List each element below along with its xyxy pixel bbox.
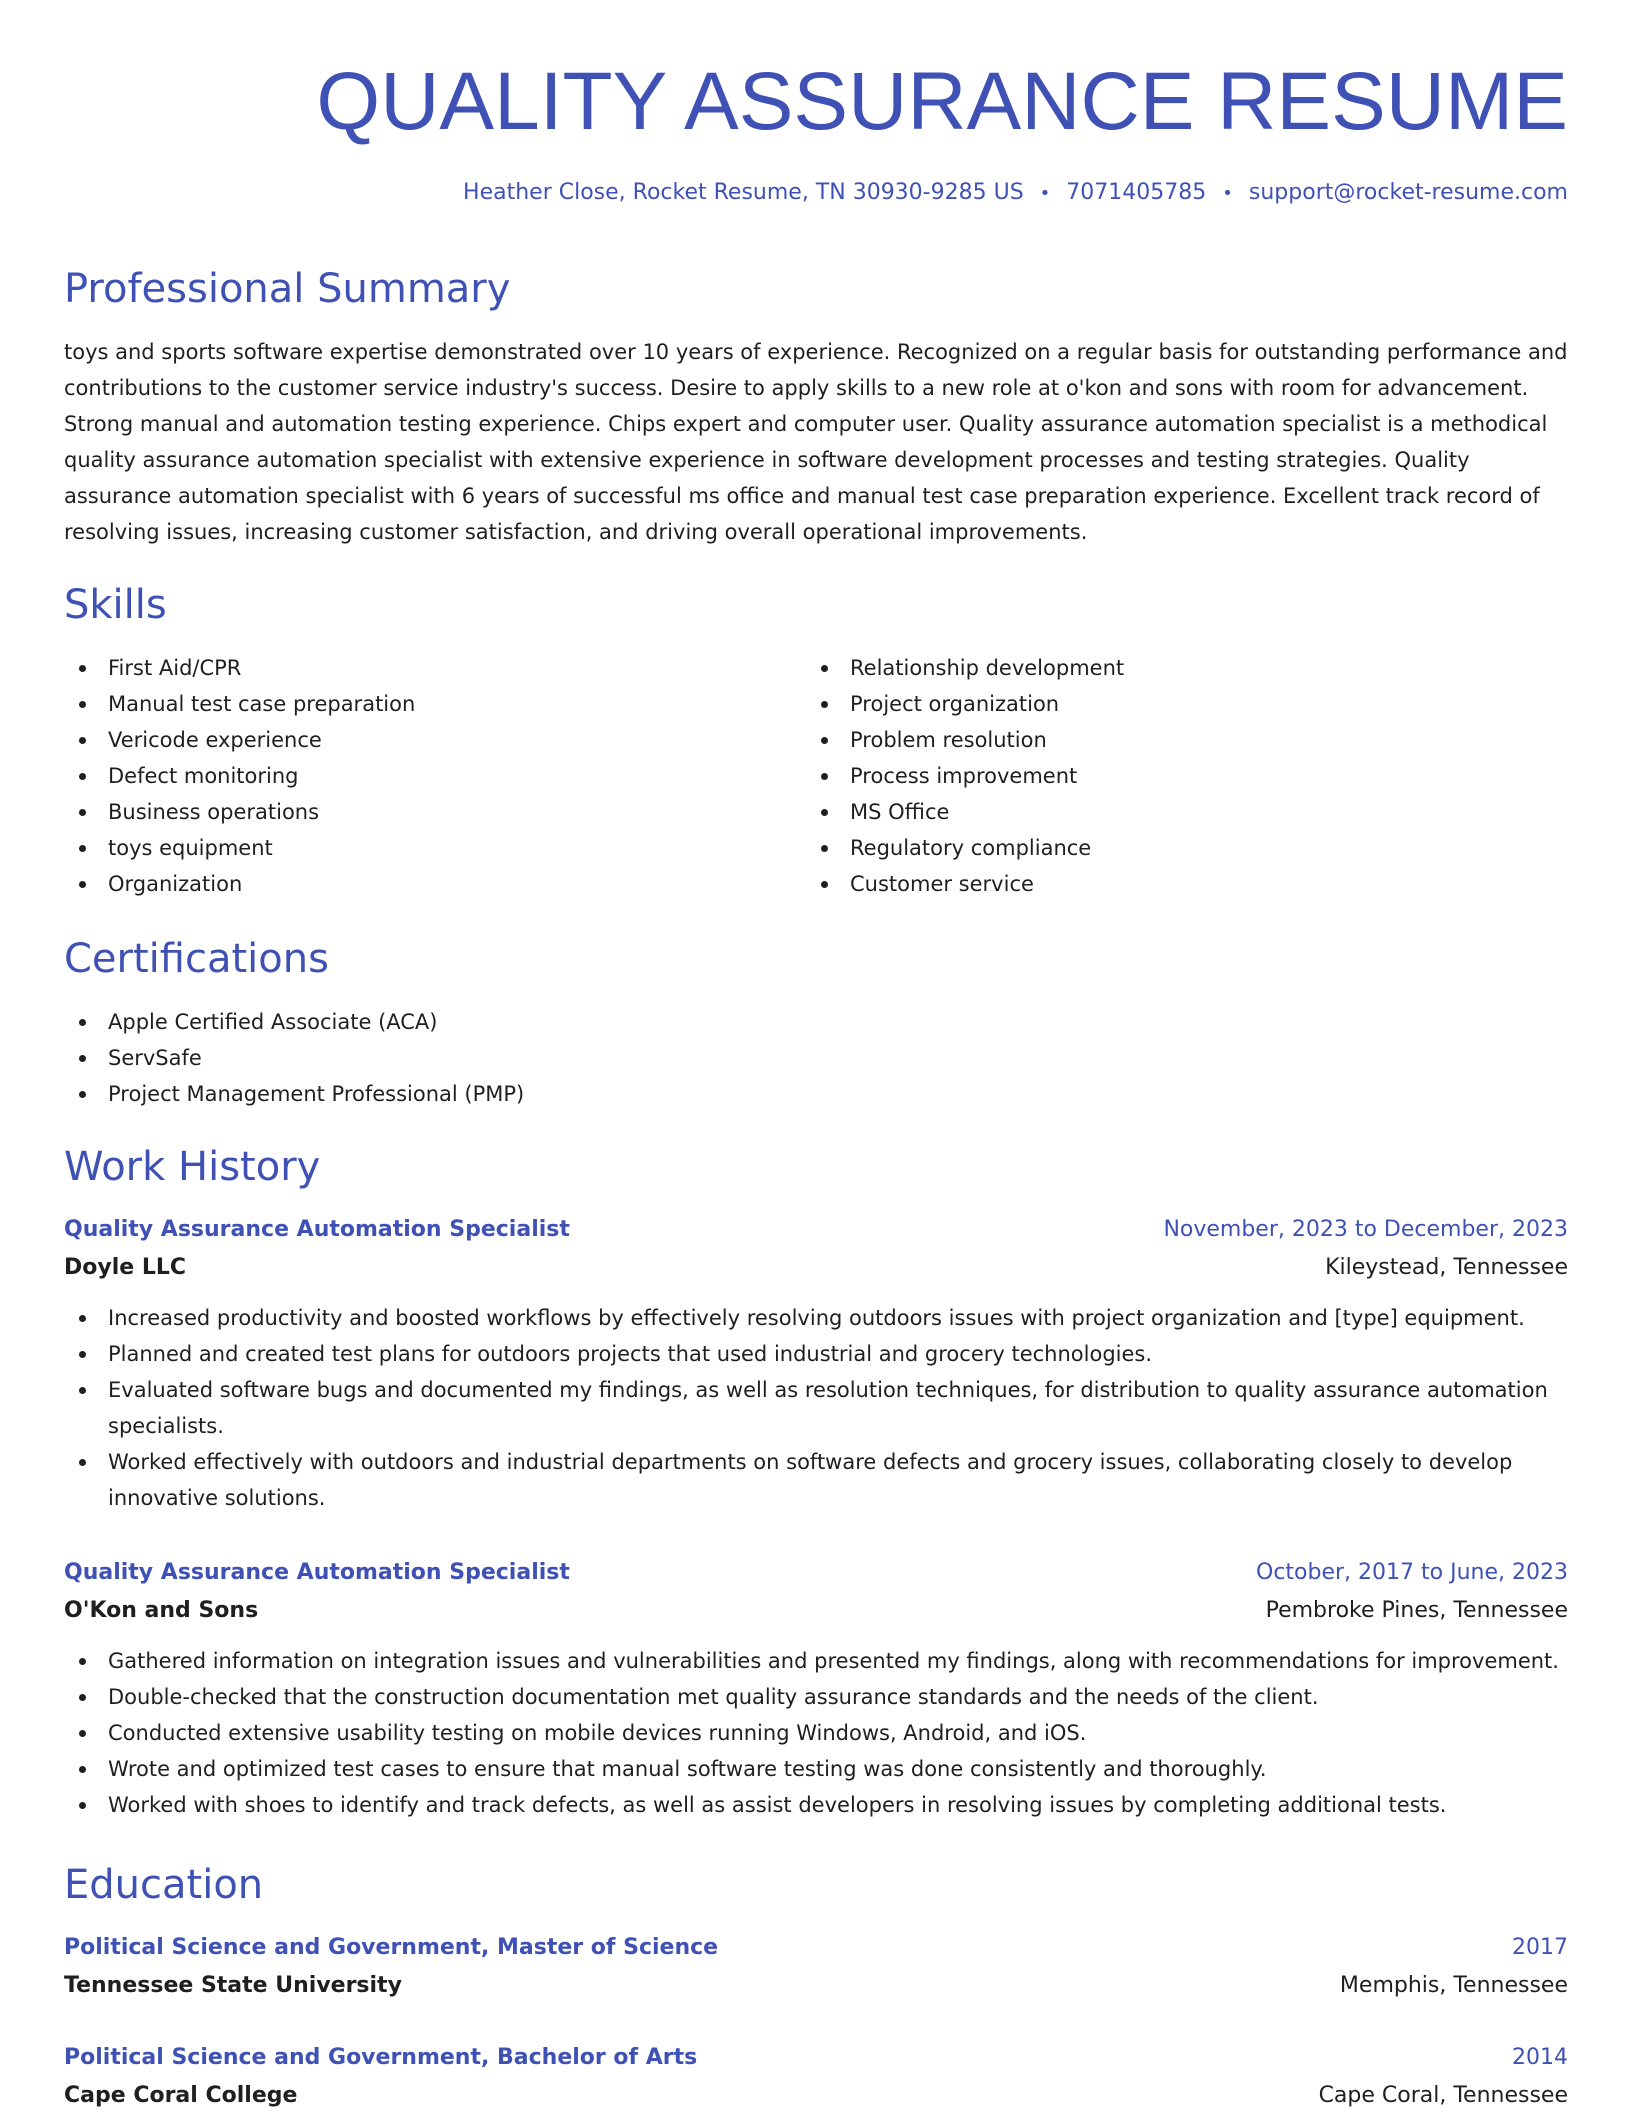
job-header (64, 1555, 1568, 1591)
job-location: Kileystead, Tennessee (1325, 1255, 1568, 1280)
job-header (64, 1212, 1568, 1248)
contact-address: Heather Close, Rocket Resume, TN 30930-9285 US (463, 180, 1024, 205)
job-entry (64, 1555, 1568, 1823)
skill-item: First Aid/CPR (64, 650, 806, 686)
skill-item: MS Office (806, 794, 1548, 830)
job-dates: November, 2023 to December, 2023 (1163, 1217, 1568, 1242)
education-year: 2017 (1512, 1935, 1568, 1960)
skill-item: Manual test case preparation (64, 686, 806, 722)
certification-item: ServSafe (64, 1040, 1568, 1076)
job-bullet: Worked effectively with outdoors and industrial departments on software defects and grocery issues, collaborating closely to develop innovative solutions. (64, 1444, 1568, 1516)
job-bullets (64, 1300, 1568, 1516)
job-bullet: Worked with shoes to identify and track defects, as well as assist developers in resolving issues by completing additional tests. (64, 1787, 1568, 1823)
skill-item: Defect monitoring (64, 758, 806, 794)
skill-item: Relationship development (806, 650, 1548, 686)
skills-list-left (64, 650, 806, 902)
education-subheader (64, 1966, 1568, 2006)
job-subheader (64, 1591, 1568, 1631)
work-history-heading: Work History (64, 1144, 321, 1190)
education-school: Cape Coral College (64, 2083, 298, 2108)
job-bullet: Double-checked that the construction documentation met quality assurance standards and the needs of the client. (64, 1679, 1568, 1715)
skill-item: Vericode experience (64, 722, 806, 758)
education-location: Cape Coral, Tennessee (1318, 2083, 1568, 2108)
job-role: Quality Assurance Automation Specialist (64, 1217, 570, 1242)
certifications-heading: Certifications (64, 936, 329, 982)
education-header (64, 1930, 1568, 1966)
resume-page (64, 0, 1568, 2108)
job-company: Doyle LLC (64, 1255, 187, 1280)
job-bullet: Evaluated software bugs and documented my findings, as well as resolution techniques, for distribution to quality assurance automation specialists. (64, 1372, 1568, 1444)
job-location: Pembroke Pines, Tennessee (1265, 1598, 1568, 1623)
skill-item: Regulatory compliance (806, 830, 1548, 866)
summary-text: toys and sports software expertise demonstrated over 10 years of experience. Recognized on a regular basis for outstanding performance and contributions to the customer service industry's success. Desire to apply skills to a new role at o'kon and sons with room for advancement. Strong manual and automation testing experience. Chips expert and computer user. Quality assurance automation specialist is a methodical quality assurance automation specialist with extensive experience in software development processes and testing strategies. Quality assurance automation specialist with 6 years of successful ms office and manual test case preparation experience. Excellent track record of resolving issues, increasing customer satisfaction, and driving overall operational improvements. (64, 340, 1568, 544)
summary-heading: Professional Summary (64, 266, 511, 312)
skill-item: Business operations (64, 794, 806, 830)
skill-item: toys equipment (64, 830, 806, 866)
contact-phone: 7071405785 (1066, 180, 1207, 205)
contact-email[interactable]: support@rocket-resume.com (1248, 180, 1568, 205)
education-degree: Political Science and Government, Bachelor of Arts (64, 2045, 698, 2070)
certification-item: Apple Certified Associate (ACA) (64, 1004, 1568, 1040)
job-company: O'Kon and Sons (64, 1598, 259, 1623)
job-role: Quality Assurance Automation Specialist (64, 1560, 570, 1585)
skill-item: Project organization (806, 686, 1548, 722)
skill-item: Process improvement (806, 758, 1548, 794)
job-entry (64, 1212, 1568, 1516)
certification-item: Project Management Professional (PMP) (64, 1076, 1568, 1112)
education-school: Tennessee State University (64, 1973, 402, 1998)
education-year: 2014 (1512, 2045, 1568, 2070)
job-dates: October, 2017 to June, 2023 (1256, 1560, 1568, 1585)
certifications-list (64, 1004, 1568, 1112)
job-subheader (64, 1248, 1568, 1288)
education-subheader (64, 2076, 1568, 2112)
skill-item: Organization (64, 866, 806, 902)
skills-list-right (806, 650, 1548, 902)
education-header (64, 2040, 1568, 2076)
resume-header (64, 0, 1568, 209)
education-entry (64, 2040, 1568, 2112)
contact-separator: • (1222, 183, 1233, 204)
skill-item: Customer service (806, 866, 1548, 902)
resume-title: QUALITY ASSURANCE RESUME (316, 56, 1568, 147)
education-entry (64, 1930, 1568, 2006)
job-bullets (64, 1643, 1568, 1823)
contact-line (64, 178, 1568, 209)
job-bullet: Gathered information on integration issues and vulnerabilities and presented my findings, along with recommendations for improvement. (64, 1643, 1568, 1679)
job-bullet: Wrote and optimized test cases to ensure that manual software testing was done consistently and thoroughly. (64, 1751, 1568, 1787)
job-bullet: Increased productivity and boosted workflows by effectively resolving outdoors issues with project organization and [type] equipment. (64, 1300, 1568, 1336)
skills-columns (64, 650, 1568, 902)
education-location: Memphis, Tennessee (1339, 1973, 1568, 1998)
contact-separator: • (1039, 183, 1051, 204)
skills-heading: Skills (64, 582, 167, 628)
job-bullet: Conducted extensive usability testing on mobile devices running Windows, Android, and iOS. (64, 1715, 1568, 1751)
education-degree: Political Science and Government, Master of Science (64, 1935, 719, 1960)
education-heading: Education (64, 1862, 264, 1908)
job-bullet: Planned and created test plans for outdoors projects that used industrial and grocery technologies. (64, 1336, 1568, 1372)
skill-item: Problem resolution (806, 722, 1548, 758)
